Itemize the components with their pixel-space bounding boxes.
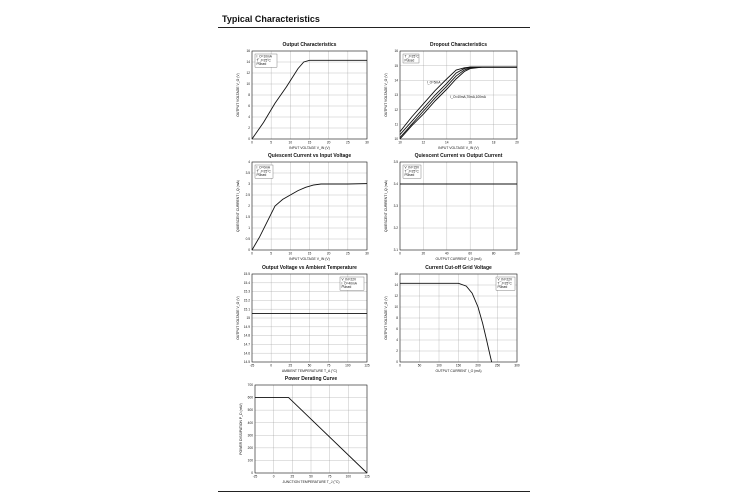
y-tick-label: 4 [248,115,250,120]
x-tick-label: 0 [399,251,401,256]
y-tick-label: 1.5 [245,215,250,220]
y-tick-label: 15.2 [243,298,250,303]
chart-title: Quiescent Current vs Output Current [414,153,503,159]
chart-title: Output Characteristics [282,42,337,48]
x-tick-label: 16 [468,140,472,145]
y-tick-label: 300 [247,433,253,438]
series-line-3 [400,67,517,137]
y-tick-label: 2 [248,204,250,209]
y-tick-label: 14 [246,60,250,65]
annotation-text: Pulsed [341,285,352,290]
x-tick-label: 10 [398,140,402,145]
y-tick-label: 100 [247,458,253,463]
chart-title: Current Cut-off Grid Voltage [425,265,492,271]
y-tick-label: 4 [248,160,250,165]
y-axis-label: QUIESCENT CURRENT I_Q (mA) [236,180,240,232]
y-tick-label: 2 [396,349,398,354]
annotation-text: T_J=25°C [404,169,419,174]
y-tick-label: 15 [246,316,250,321]
y-tick-label: 15.4 [243,280,250,285]
curve-label: I_O=5mA [426,80,441,85]
chart-1 [236,42,369,150]
x-tick-label: 10 [288,140,293,145]
y-tick-label: 3 [248,182,250,187]
y-tick-label: 10 [246,82,250,87]
page-title: Typical Characteristics [222,14,320,24]
x-tick-label: 20 [515,140,519,145]
y-tick-label: 0 [251,471,253,476]
x-tick-label: 75 [326,363,331,368]
x-tick-label: 5 [270,251,273,256]
x-tick-label: 25 [346,251,350,256]
x-tick-label: 0 [272,474,275,479]
annotation-text: V_IN=22V [341,277,357,282]
x-tick-label: 50 [309,474,313,479]
x-axis-label: OUTPUT CURRENT I_O (mA) [435,369,482,373]
y-tick-label: 3.3 [393,204,398,209]
y-tick-label: 4 [396,338,398,343]
y-tick-label: 10 [394,137,398,142]
x-tick-label: 50 [307,363,312,368]
x-tick-label: 100 [345,363,351,368]
y-tick-label: 14.8 [243,333,250,338]
x-axis-label: INPUT VOLTAGE V_IN (V) [438,146,479,150]
x-tick-label: 25 [346,140,350,145]
y-axis-label: OUTPUT VOLTAGE V_O (V) [236,296,240,340]
y-tick-label: 6 [396,327,398,332]
y-tick-label: 14.5 [243,360,250,365]
x-tick-label: 10 [288,251,293,256]
chart-4 [384,153,520,261]
annotation-text: Pulsed [256,173,267,178]
x-tick-label: 40 [445,251,449,256]
chart-6 [384,265,520,373]
x-axis-label: INPUT VOLTAGE V_IN (V) [289,257,330,261]
y-tick-label: 3.4 [393,182,398,187]
y-tick-label: 200 [247,445,253,450]
y-tick-label: 0.5 [245,237,250,242]
x-tick-label: 100 [345,474,351,479]
y-tick-label: 12 [246,71,250,76]
x-tick-label: 250 [494,363,501,368]
x-tick-label: -25 [252,474,258,479]
y-tick-label: 15.5 [243,272,250,277]
x-axis-label: AMBIENT TEMPERATURE T_A (°C) [281,369,338,373]
y-axis-label: OUTPUT VOLTAGE V_O (V) [236,73,240,117]
y-tick-label: 13 [394,93,398,98]
x-tick-label: 25 [288,363,293,368]
y-tick-label: 14 [394,78,398,83]
y-tick-label: 16 [394,272,398,277]
y-tick-label: 3.2 [393,226,398,231]
annotation-text: Pulsed [404,173,415,178]
x-tick-label: 30 [365,251,369,256]
y-tick-label: 14.9 [243,324,250,329]
x-axis-label: INPUT VOLTAGE V_IN (V) [289,146,330,150]
annotation-text: Pulsed [404,58,415,63]
x-tick-label: 15 [307,140,312,145]
y-tick-label: 2 [248,126,250,131]
y-tick-label: 8 [248,93,250,98]
x-tick-label: 80 [491,251,496,256]
chart-title: Dropout Characteristics [430,42,487,48]
x-tick-label: 15 [307,251,312,256]
y-tick-label: 3.5 [393,160,398,165]
y-tick-label: 11 [394,122,398,127]
y-tick-label: 10 [394,305,398,310]
chart-7 [239,376,370,484]
annotation-text: I_O=0mA [256,165,271,170]
x-tick-label: 30 [365,140,369,145]
x-tick-label: 300 [514,363,520,368]
y-tick-label: 1 [248,226,250,231]
x-tick-label: 75 [327,474,332,479]
y-axis-label: OUTPUT VOLTAGE V_O (V) [384,296,388,340]
annotation-text: I_O=40mA [341,281,357,286]
y-axis-label: POWER DISSIPATION P_D (mW) [239,403,243,455]
y-tick-label: 6 [248,104,250,109]
x-tick-label: 20 [326,251,331,256]
y-tick-label: 16 [246,49,250,54]
y-tick-label: 600 [247,395,253,400]
annotation-text: T_J=25°C [256,58,271,63]
y-tick-label: 0 [248,248,250,253]
y-tick-label: 3.1 [393,248,398,253]
annotation-text: I_O=10mA [256,54,272,59]
chart-3 [236,153,369,261]
annotation-text: T_J=25°C [404,54,419,59]
y-tick-label: 3.5 [245,171,250,176]
x-tick-label: 0 [270,363,273,368]
x-tick-label: 125 [364,474,370,479]
y-tick-label: 500 [247,408,253,413]
y-tick-label: 2.5 [245,193,250,198]
y-tick-label: 400 [247,420,253,425]
y-axis-label: OUTPUT VOLTAGE V_O (V) [384,73,388,117]
x-tick-label: 0 [251,251,253,256]
annotation-text: T_J=25°C [256,169,271,174]
y-tick-label: 15.1 [243,307,250,312]
y-tick-label: 700 [247,383,253,388]
x-tick-label: 14 [445,140,449,145]
curve-label: I_O=40mA,70mA,100mA [450,94,486,99]
x-tick-label: 12 [421,140,426,145]
x-tick-label: 200 [475,363,481,368]
x-tick-label: 18 [491,140,496,145]
chart-5 [236,265,370,373]
x-tick-label: 50 [417,363,422,368]
x-tick-label: 125 [364,363,370,368]
x-tick-label: 150 [455,363,462,368]
x-tick-label: 25 [290,474,295,479]
chart-title: Output Voltage vs Ambient Temperature [262,265,357,271]
x-tick-label: 5 [270,140,273,145]
y-tick-label: 0 [396,360,398,365]
y-axis-label: QUIESCENT CURRENT I_Q (mA) [384,180,388,232]
y-tick-label: 14.7 [243,342,250,347]
series-line-4 [400,67,517,139]
y-tick-label: 14.6 [243,351,250,356]
x-tick-label: 100 [514,251,520,256]
annotation-text: Pulsed [497,285,508,290]
x-tick-label: -25 [249,363,255,368]
x-tick-label: 0 [251,140,253,145]
x-axis-label: OUTPUT CURRENT I_O (mA) [435,257,482,261]
chart-title: Quiescent Current vs Input Voltage [267,153,352,159]
y-tick-label: 14 [394,283,398,288]
y-tick-label: 15 [394,63,398,68]
y-tick-label: 16 [394,49,398,54]
annotation-text: V_IN=15V [404,165,420,170]
annotation-text: T_J=25°C [497,281,512,286]
y-tick-label: 8 [396,316,398,321]
y-tick-label: 12 [394,294,398,299]
chart-2 [384,42,519,150]
annotation-text: Pulsed [256,62,267,67]
y-tick-label: 12 [394,107,398,112]
x-tick-label: 0 [399,363,401,368]
x-tick-label: 60 [468,251,472,256]
chart-title: Power Derating Curve [284,376,338,382]
x-tick-label: 20 [421,251,426,256]
annotation-text: V_IN=22V [497,277,513,282]
x-tick-label: 20 [326,140,331,145]
y-tick-label: 0 [248,137,250,142]
y-tick-label: 15.3 [243,289,250,294]
x-tick-label: 100 [436,363,442,368]
x-axis-label: JUNCTION TEMPERATURE T_J (°C) [282,480,340,484]
